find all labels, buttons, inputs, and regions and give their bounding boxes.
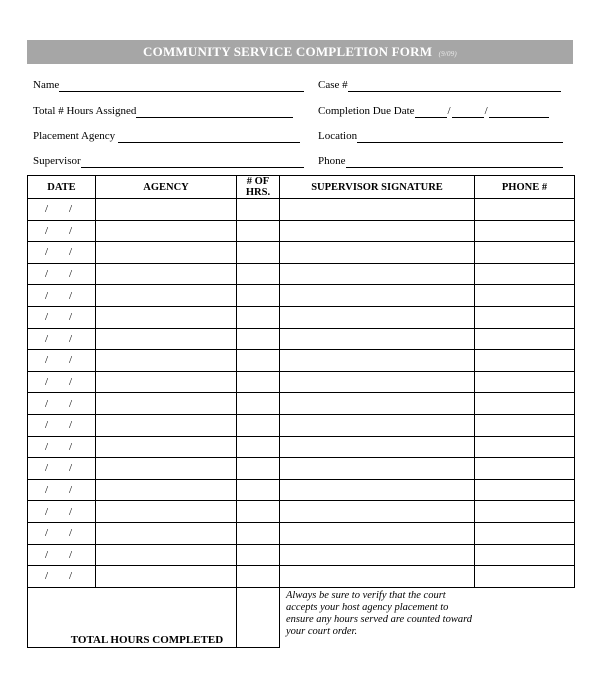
- completion-due-date-field[interactable]: [318, 104, 549, 118]
- footer-blank-cell: [475, 587, 575, 647]
- form-title-bar: [27, 40, 573, 64]
- table-row: [28, 522, 575, 544]
- placement-agency-label: Placement Agency: [33, 130, 116, 142]
- table-footer-row: [28, 587, 575, 647]
- date-slash: /: [69, 354, 73, 367]
- date-slash: /: [45, 570, 49, 583]
- hours-cell[interactable]: [237, 328, 280, 350]
- date-cell[interactable]: [28, 285, 96, 307]
- date-slash: /: [69, 570, 73, 583]
- table-body: [28, 199, 575, 648]
- table-row: [28, 566, 575, 588]
- phone-cell[interactable]: [475, 436, 575, 458]
- date-cell[interactable]: [28, 522, 96, 544]
- date-slash: /: [69, 224, 73, 237]
- date-slash: /: [69, 462, 73, 475]
- agency-cell[interactable]: [96, 350, 237, 372]
- date-slash: /: [45, 376, 49, 389]
- date-slash: /: [69, 246, 73, 259]
- phone-cell[interactable]: [475, 306, 575, 328]
- hours-cell[interactable]: [237, 501, 280, 523]
- table-row: [28, 458, 575, 480]
- date-slash: /: [69, 397, 73, 410]
- phone-line[interactable]: [346, 155, 563, 168]
- date-slash: /: [69, 419, 73, 432]
- table-row: [28, 263, 575, 285]
- agency-cell[interactable]: [96, 522, 237, 544]
- total-hours-cell: [28, 587, 237, 647]
- table-row: [28, 328, 575, 350]
- hours-cell[interactable]: [237, 306, 280, 328]
- signature-cell[interactable]: [280, 371, 475, 393]
- phone-cell[interactable]: [475, 199, 575, 221]
- signature-cell[interactable]: [280, 501, 475, 523]
- due-year-line[interactable]: [489, 105, 549, 118]
- phone-cell[interactable]: [475, 501, 575, 523]
- date-slash: /: [45, 246, 49, 259]
- case-line[interactable]: [348, 79, 561, 92]
- note-cell: [280, 587, 475, 647]
- hours-cell[interactable]: [237, 544, 280, 566]
- agency-cell[interactable]: [96, 220, 237, 242]
- agency-cell[interactable]: [96, 393, 237, 415]
- due-day-line[interactable]: [452, 105, 484, 118]
- date-slash: /: [69, 311, 73, 324]
- table-row: [28, 371, 575, 393]
- signature-cell[interactable]: [280, 458, 475, 480]
- form-revision: (9/09): [438, 50, 457, 58]
- total-hours-value-cell[interactable]: [237, 587, 280, 647]
- agency-cell[interactable]: [96, 501, 237, 523]
- signature-cell[interactable]: [280, 566, 475, 588]
- phone-field[interactable]: [318, 154, 563, 168]
- agency-cell[interactable]: [96, 306, 237, 328]
- hours-cell[interactable]: [237, 458, 280, 480]
- signature-cell[interactable]: [280, 263, 475, 285]
- phone-header: PHONE #: [475, 176, 575, 199]
- case-field[interactable]: [318, 78, 561, 92]
- agency-cell[interactable]: [96, 199, 237, 221]
- hours-assigned-field[interactable]: [33, 104, 293, 118]
- agency-cell[interactable]: [96, 242, 237, 264]
- phone-cell[interactable]: [475, 242, 575, 264]
- date-cell[interactable]: [28, 458, 96, 480]
- signature-cell[interactable]: [280, 414, 475, 436]
- hours-cell[interactable]: [237, 522, 280, 544]
- table-row: [28, 306, 575, 328]
- table-row: [28, 199, 575, 221]
- date-cell[interactable]: [28, 566, 96, 588]
- table-row: [28, 350, 575, 372]
- date-slash: /: [45, 268, 49, 281]
- date-slash: /: [45, 289, 49, 302]
- date-slash: /: [45, 354, 49, 367]
- table-row: [28, 285, 575, 307]
- date-slash: /: [69, 289, 73, 302]
- phone-cell[interactable]: [475, 414, 575, 436]
- phone-cell[interactable]: [475, 285, 575, 307]
- date-slash: /: [69, 332, 73, 345]
- signature-cell[interactable]: [280, 328, 475, 350]
- due-date-separator: /: [484, 105, 488, 117]
- table-row: [28, 393, 575, 415]
- name-label: Name: [33, 79, 60, 91]
- date-cell[interactable]: [28, 328, 96, 350]
- agency-cell[interactable]: [96, 414, 237, 436]
- date-cell[interactable]: [28, 371, 96, 393]
- location-line[interactable]: [357, 130, 563, 143]
- signature-cell[interactable]: [280, 220, 475, 242]
- hours-cell[interactable]: [237, 263, 280, 285]
- agency-cell[interactable]: [96, 371, 237, 393]
- signature-cell[interactable]: [280, 306, 475, 328]
- date-slash: /: [45, 527, 49, 540]
- supervisor-field[interactable]: [33, 154, 304, 168]
- date-slash: /: [45, 332, 49, 345]
- agency-header: AGENCY: [96, 176, 237, 199]
- signature-cell[interactable]: [280, 285, 475, 307]
- agency-cell[interactable]: [96, 263, 237, 285]
- date-slash: /: [45, 548, 49, 561]
- signature-cell[interactable]: [280, 199, 475, 221]
- phone-cell[interactable]: [475, 544, 575, 566]
- date-slash: /: [45, 505, 49, 518]
- due-date-separator: /: [447, 105, 451, 117]
- table-row: [28, 544, 575, 566]
- date-cell[interactable]: [28, 199, 96, 221]
- supervisor-label: Supervisor: [33, 155, 81, 167]
- date-cell[interactable]: [28, 242, 96, 264]
- phone-cell[interactable]: [475, 371, 575, 393]
- date-slash: /: [69, 440, 73, 453]
- hours-cell[interactable]: [237, 220, 280, 242]
- date-slash: /: [69, 203, 73, 216]
- phone-cell[interactable]: [475, 220, 575, 242]
- phone-cell[interactable]: [475, 479, 575, 501]
- hours-cell[interactable]: [237, 479, 280, 501]
- date-header: DATE: [28, 176, 96, 199]
- phone-label: Phone: [318, 155, 346, 167]
- supervisor-line[interactable]: [81, 155, 304, 168]
- phone-cell[interactable]: [475, 393, 575, 415]
- phone-cell[interactable]: [475, 328, 575, 350]
- date-cell[interactable]: [28, 544, 96, 566]
- total-hours-label: TOTAL HOURS COMPLETED: [70, 633, 224, 646]
- hours-cell[interactable]: [237, 199, 280, 221]
- table-header-row: [28, 176, 575, 199]
- date-cell[interactable]: [28, 306, 96, 328]
- hours-cell[interactable]: [237, 371, 280, 393]
- date-cell[interactable]: [28, 414, 96, 436]
- date-slash: /: [69, 505, 73, 518]
- signature-cell[interactable]: [280, 479, 475, 501]
- table-row: [28, 501, 575, 523]
- date-cell[interactable]: [28, 479, 96, 501]
- hours-cell[interactable]: [237, 285, 280, 307]
- date-slash: /: [45, 311, 49, 324]
- phone-cell[interactable]: [475, 566, 575, 588]
- due-month-line[interactable]: [415, 105, 447, 118]
- date-cell[interactable]: [28, 436, 96, 458]
- hours-cell[interactable]: [237, 414, 280, 436]
- table-row: [28, 436, 575, 458]
- court-verification-note: Always be sure to verify that the court accepts your host agency placement to ensure any hours served are counted toward your court order.: [286, 589, 473, 637]
- hours-cell[interactable]: [237, 350, 280, 372]
- date-cell[interactable]: [28, 350, 96, 372]
- location-field[interactable]: [318, 129, 563, 143]
- date-cell[interactable]: [28, 220, 96, 242]
- agency-cell[interactable]: [96, 479, 237, 501]
- date-cell[interactable]: [28, 393, 96, 415]
- date-slash: /: [45, 419, 49, 432]
- agency-cell[interactable]: [96, 566, 237, 588]
- signature-cell[interactable]: [280, 350, 475, 372]
- date-slash: /: [45, 484, 49, 497]
- signature-cell[interactable]: [280, 544, 475, 566]
- phone-cell[interactable]: [475, 350, 575, 372]
- completion-due-date-label: Completion Due Date: [318, 105, 415, 117]
- signature-cell[interactable]: [280, 393, 475, 415]
- date-slash: /: [45, 397, 49, 410]
- signature-cell[interactable]: [280, 242, 475, 264]
- hours-header: # OF HRS.: [237, 176, 280, 199]
- date-slash: /: [69, 548, 73, 561]
- phone-cell[interactable]: [475, 458, 575, 480]
- agency-cell[interactable]: [96, 328, 237, 350]
- agency-cell[interactable]: [96, 544, 237, 566]
- date-slash: /: [69, 376, 73, 389]
- agency-cell[interactable]: [96, 436, 237, 458]
- hours-cell[interactable]: [237, 566, 280, 588]
- table-row: [28, 479, 575, 501]
- table-row: [28, 414, 575, 436]
- table-row: [28, 220, 575, 242]
- date-slash: /: [69, 268, 73, 281]
- hours-cell[interactable]: [237, 436, 280, 458]
- date-slash: /: [69, 527, 73, 540]
- form-title: COMMUNITY SERVICE COMPLETION FORM: [143, 44, 433, 59]
- date-slash: /: [45, 440, 49, 453]
- signature-cell[interactable]: [280, 436, 475, 458]
- phone-cell[interactable]: [475, 522, 575, 544]
- hours-assigned-line[interactable]: [136, 105, 293, 118]
- date-cell[interactable]: [28, 501, 96, 523]
- agency-cell[interactable]: [96, 458, 237, 480]
- date-slash: /: [45, 224, 49, 237]
- name-line[interactable]: [59, 79, 304, 92]
- placement-agency-line[interactable]: [118, 130, 300, 143]
- signature-header: SUPERVISOR SIGNATURE: [280, 176, 475, 199]
- signature-cell[interactable]: [280, 522, 475, 544]
- case-label: Case #: [318, 79, 348, 91]
- hours-assigned-label: Total # Hours Assigned: [33, 105, 137, 117]
- location-label: Location: [318, 130, 358, 142]
- date-slash: /: [45, 462, 49, 475]
- hours-cell[interactable]: [237, 242, 280, 264]
- service-log-table: [27, 175, 575, 648]
- hours-cell[interactable]: [237, 393, 280, 415]
- date-slash: /: [45, 203, 49, 216]
- date-slash: /: [69, 484, 73, 497]
- date-cell[interactable]: [28, 263, 96, 285]
- table-row: [28, 242, 575, 264]
- agency-cell[interactable]: [96, 285, 237, 307]
- placement-agency-field[interactable]: [33, 129, 300, 143]
- phone-cell[interactable]: [475, 263, 575, 285]
- name-field[interactable]: [33, 78, 304, 92]
